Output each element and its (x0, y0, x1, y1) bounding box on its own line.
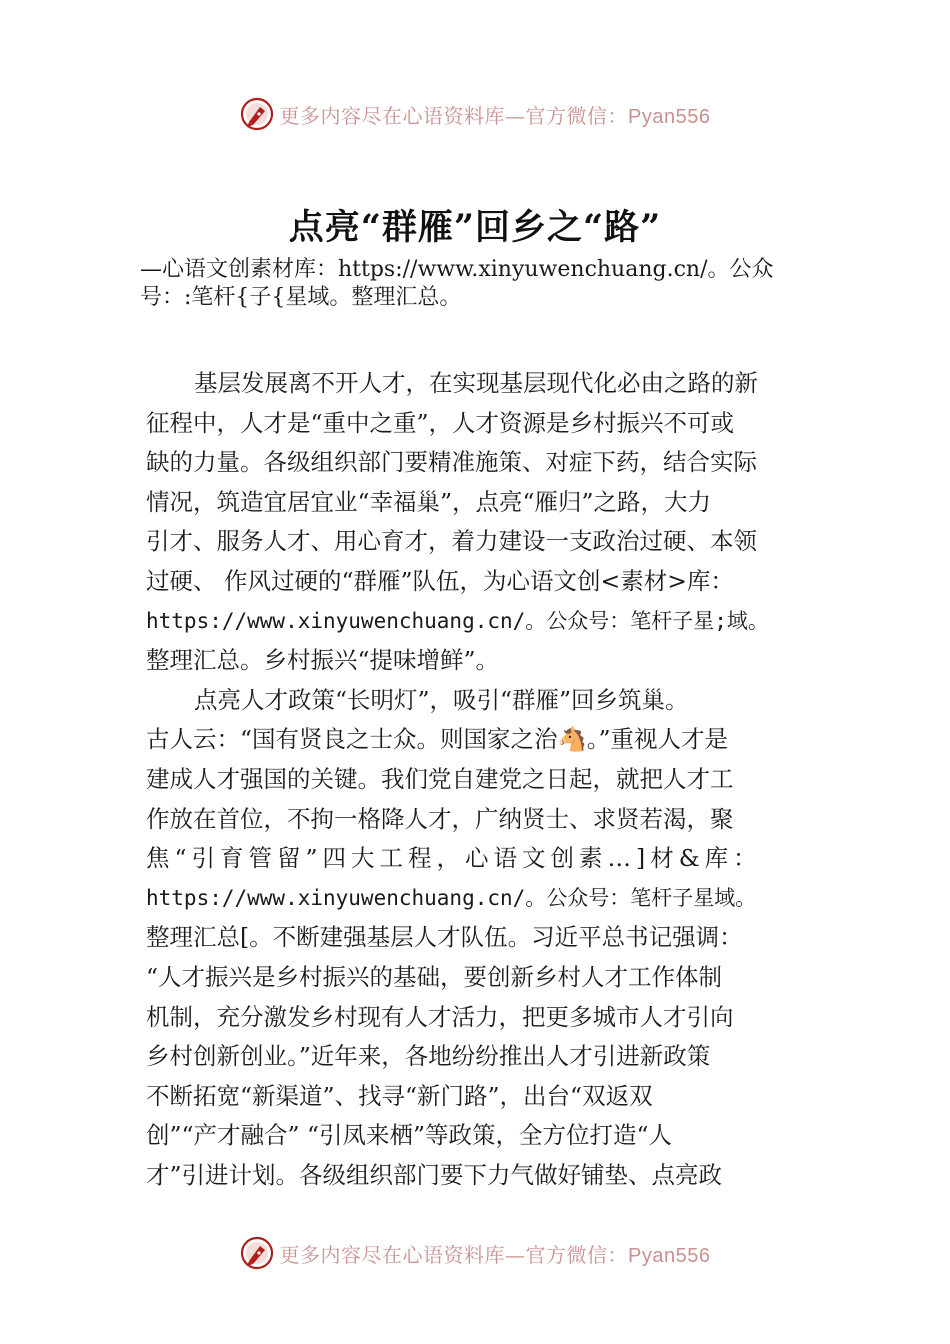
text-line: 过硬、 作风过硬的“群雁”队伍，为心语文创<素材>库： (146, 566, 734, 595)
footer-banner (0, 1233, 950, 1273)
text-line: 整理汇总。乡村振兴“提味增鲜”。 (146, 646, 500, 675)
text-line: 创”“产才融合” “引凤来栖”等政策，全方位打造“人 (146, 1121, 673, 1150)
header-banner (0, 94, 950, 134)
banner-text: 更多内容尽在心语资料库—官方微信： (279, 1242, 629, 1267)
text-line: 情况，筑造宜居宜业“幸福巢”，点亮“雁归”之路，大力 (146, 487, 712, 516)
text-line: 点亮人才政策“长明灯”，吸引“群雁”回乡筑巢。 (194, 685, 689, 714)
banner-text: 更多内容尽在心语资料库—官方微信： (279, 103, 629, 128)
article-body (146, 364, 826, 1195)
pen-logo-icon (240, 1236, 274, 1270)
text-line: 不断拓宽“新渠道”、找寻“新门路”，出台“双返双 (146, 1081, 653, 1110)
text-line: 引才、服务人才、用心育才，着力建设一支政治过硬、本领 (146, 527, 757, 556)
text-line: 乡村创新创业。”近年来，各地纷纷推出人才引进新政策 (146, 1042, 711, 1071)
text-line: 整理汇总[。不断建强基层人才队伍。习近平总书记强调： (146, 923, 743, 952)
page-title: 点亮“群雁”回乡之“路” (288, 207, 662, 248)
text-line: 作放在首位，不拘一格降人才，广纳贤士、求贤若渴，聚 (146, 804, 734, 833)
banner-wechat-id: Pyan556 (628, 1244, 711, 1267)
banner-wechat-id: Pyan556 (628, 105, 711, 128)
source-note (140, 256, 830, 312)
text-line: 基层发展离不开人才，在实现基层现代化必由之路的新 (194, 369, 758, 397)
text-line: 焦“引育管留”四大工程，心语文创素…]材&库： (146, 844, 762, 873)
text-line: “人才振兴是乡村振兴的基础，要创新乡村人才工作体制 (146, 962, 723, 991)
text-line: 机制，充分激发乡村现有人才活力，把更多城市人才引向 (146, 1002, 734, 1031)
text-line: 征程中，人才是“重中之重”，人才资源是乡村振兴不可或 (146, 408, 735, 437)
text-line: https://www.xinyuwenchuang.cn/。公众号：笔杆子星;域。 (146, 608, 769, 633)
text-line: https://www.xinyuwenchuang.cn/。公众号：笔杆子星域。 (146, 885, 757, 910)
source-line: 号：:笔杆{子{星域。整理汇总。 (140, 285, 462, 310)
text-line: 古人云：“国有贤良之士众。则国家之治🐴。”重视人才是 (146, 725, 729, 754)
pen-logo-icon (240, 97, 274, 131)
source-line: —心语文创素材库：https://www.xinyuwenchuang.cn/。公众 (140, 257, 774, 282)
text-line: 才”引进计划。各级组织部门要下力气做好铺垫、点亮政 (146, 1160, 723, 1189)
text-line: 缺的力量。各级组织部门要精准施策、对症下药，结合实际 (146, 448, 757, 477)
text-line: 建成人才强国的关键。我们党自建党之日起，就把人才工 (146, 764, 734, 793)
